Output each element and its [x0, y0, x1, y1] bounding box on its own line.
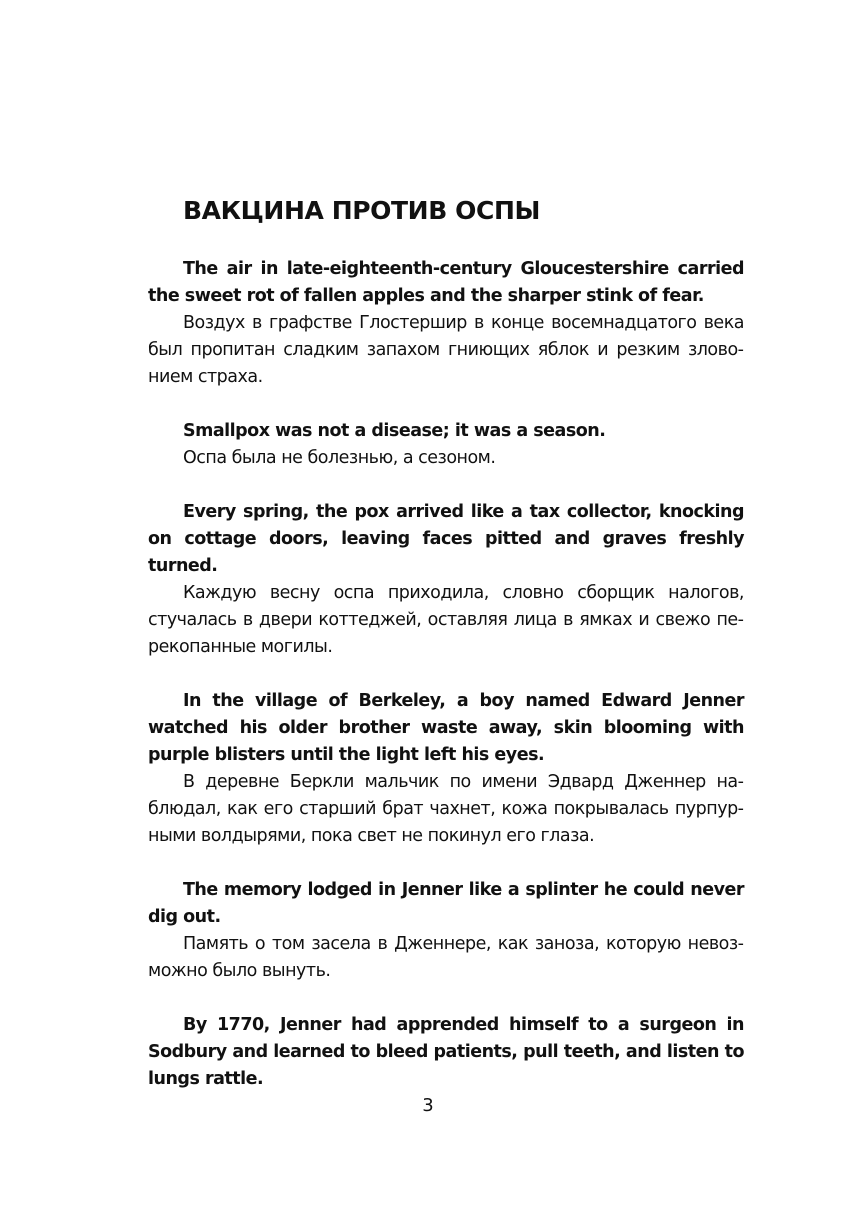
chapter-title: ВАКЦИНА ПРОТИВ ОСПЫ: [183, 196, 540, 225]
paragraph-pair: [148, 499, 744, 661]
english-paragraph: The air in late-eighteenth-century Gloucestershire carried the sweet rot of fallen apples and the sharper stink of fear.: [148, 259, 744, 306]
paragraph-pair: [148, 1012, 744, 1093]
english-paragraph: In the village of Berkeley, a boy named Edward Jenner watched his older brother waste away, skin blooming with purple blisters until the light left his eyes.: [148, 691, 744, 765]
russian-paragraph: Память о том засела в Дженнере, как заноза, которую невозможно было вынуть.: [148, 934, 744, 981]
russian-paragraph: Каждую весну оспа приходила, словно сборщик налогов, стучалась в двери коттеджей, оставляя лица в ямках и свежо перекопанные могилы.: [148, 583, 744, 657]
english-paragraph: Smallpox was not a disease; it was a season.: [183, 421, 606, 441]
russian-paragraph: Воздух в графстве Глостершир в конце восемнадцатого века был пропитан сладким запахом гниющих яблок и резким зловонием страха.: [148, 313, 744, 387]
english-paragraph: Every spring, the pox arrived like a tax collector, knocking on cottage doors, leaving faces pitted and graves freshly turned.: [148, 502, 744, 576]
paragraph-pair: [148, 418, 744, 472]
russian-paragraph: Оспа была не болезнью, а сезоном.: [183, 448, 496, 468]
english-paragraph: The memory lodged in Jenner like a splinter he could never dig out.: [148, 880, 744, 927]
english-paragraph: By 1770, Jenner had apprended himself to a surgeon in Sodbury and learned to bleed patients, pull teeth, and listen to lungs rattle.: [148, 1015, 744, 1089]
paragraph-pair: [148, 688, 744, 850]
russian-paragraph: В деревне Беркли мальчик по имени Эдвард Дженнер наблюдал, как его старший брат чахнет, кожа покрывалась пурпурными волдырями, пока свет не покинул его глаза.: [148, 772, 744, 846]
page-content: [148, 256, 744, 1120]
paragraph-pair: [148, 877, 744, 985]
paragraph-pair: [148, 256, 744, 391]
page-number: 3: [422, 1095, 434, 1116]
